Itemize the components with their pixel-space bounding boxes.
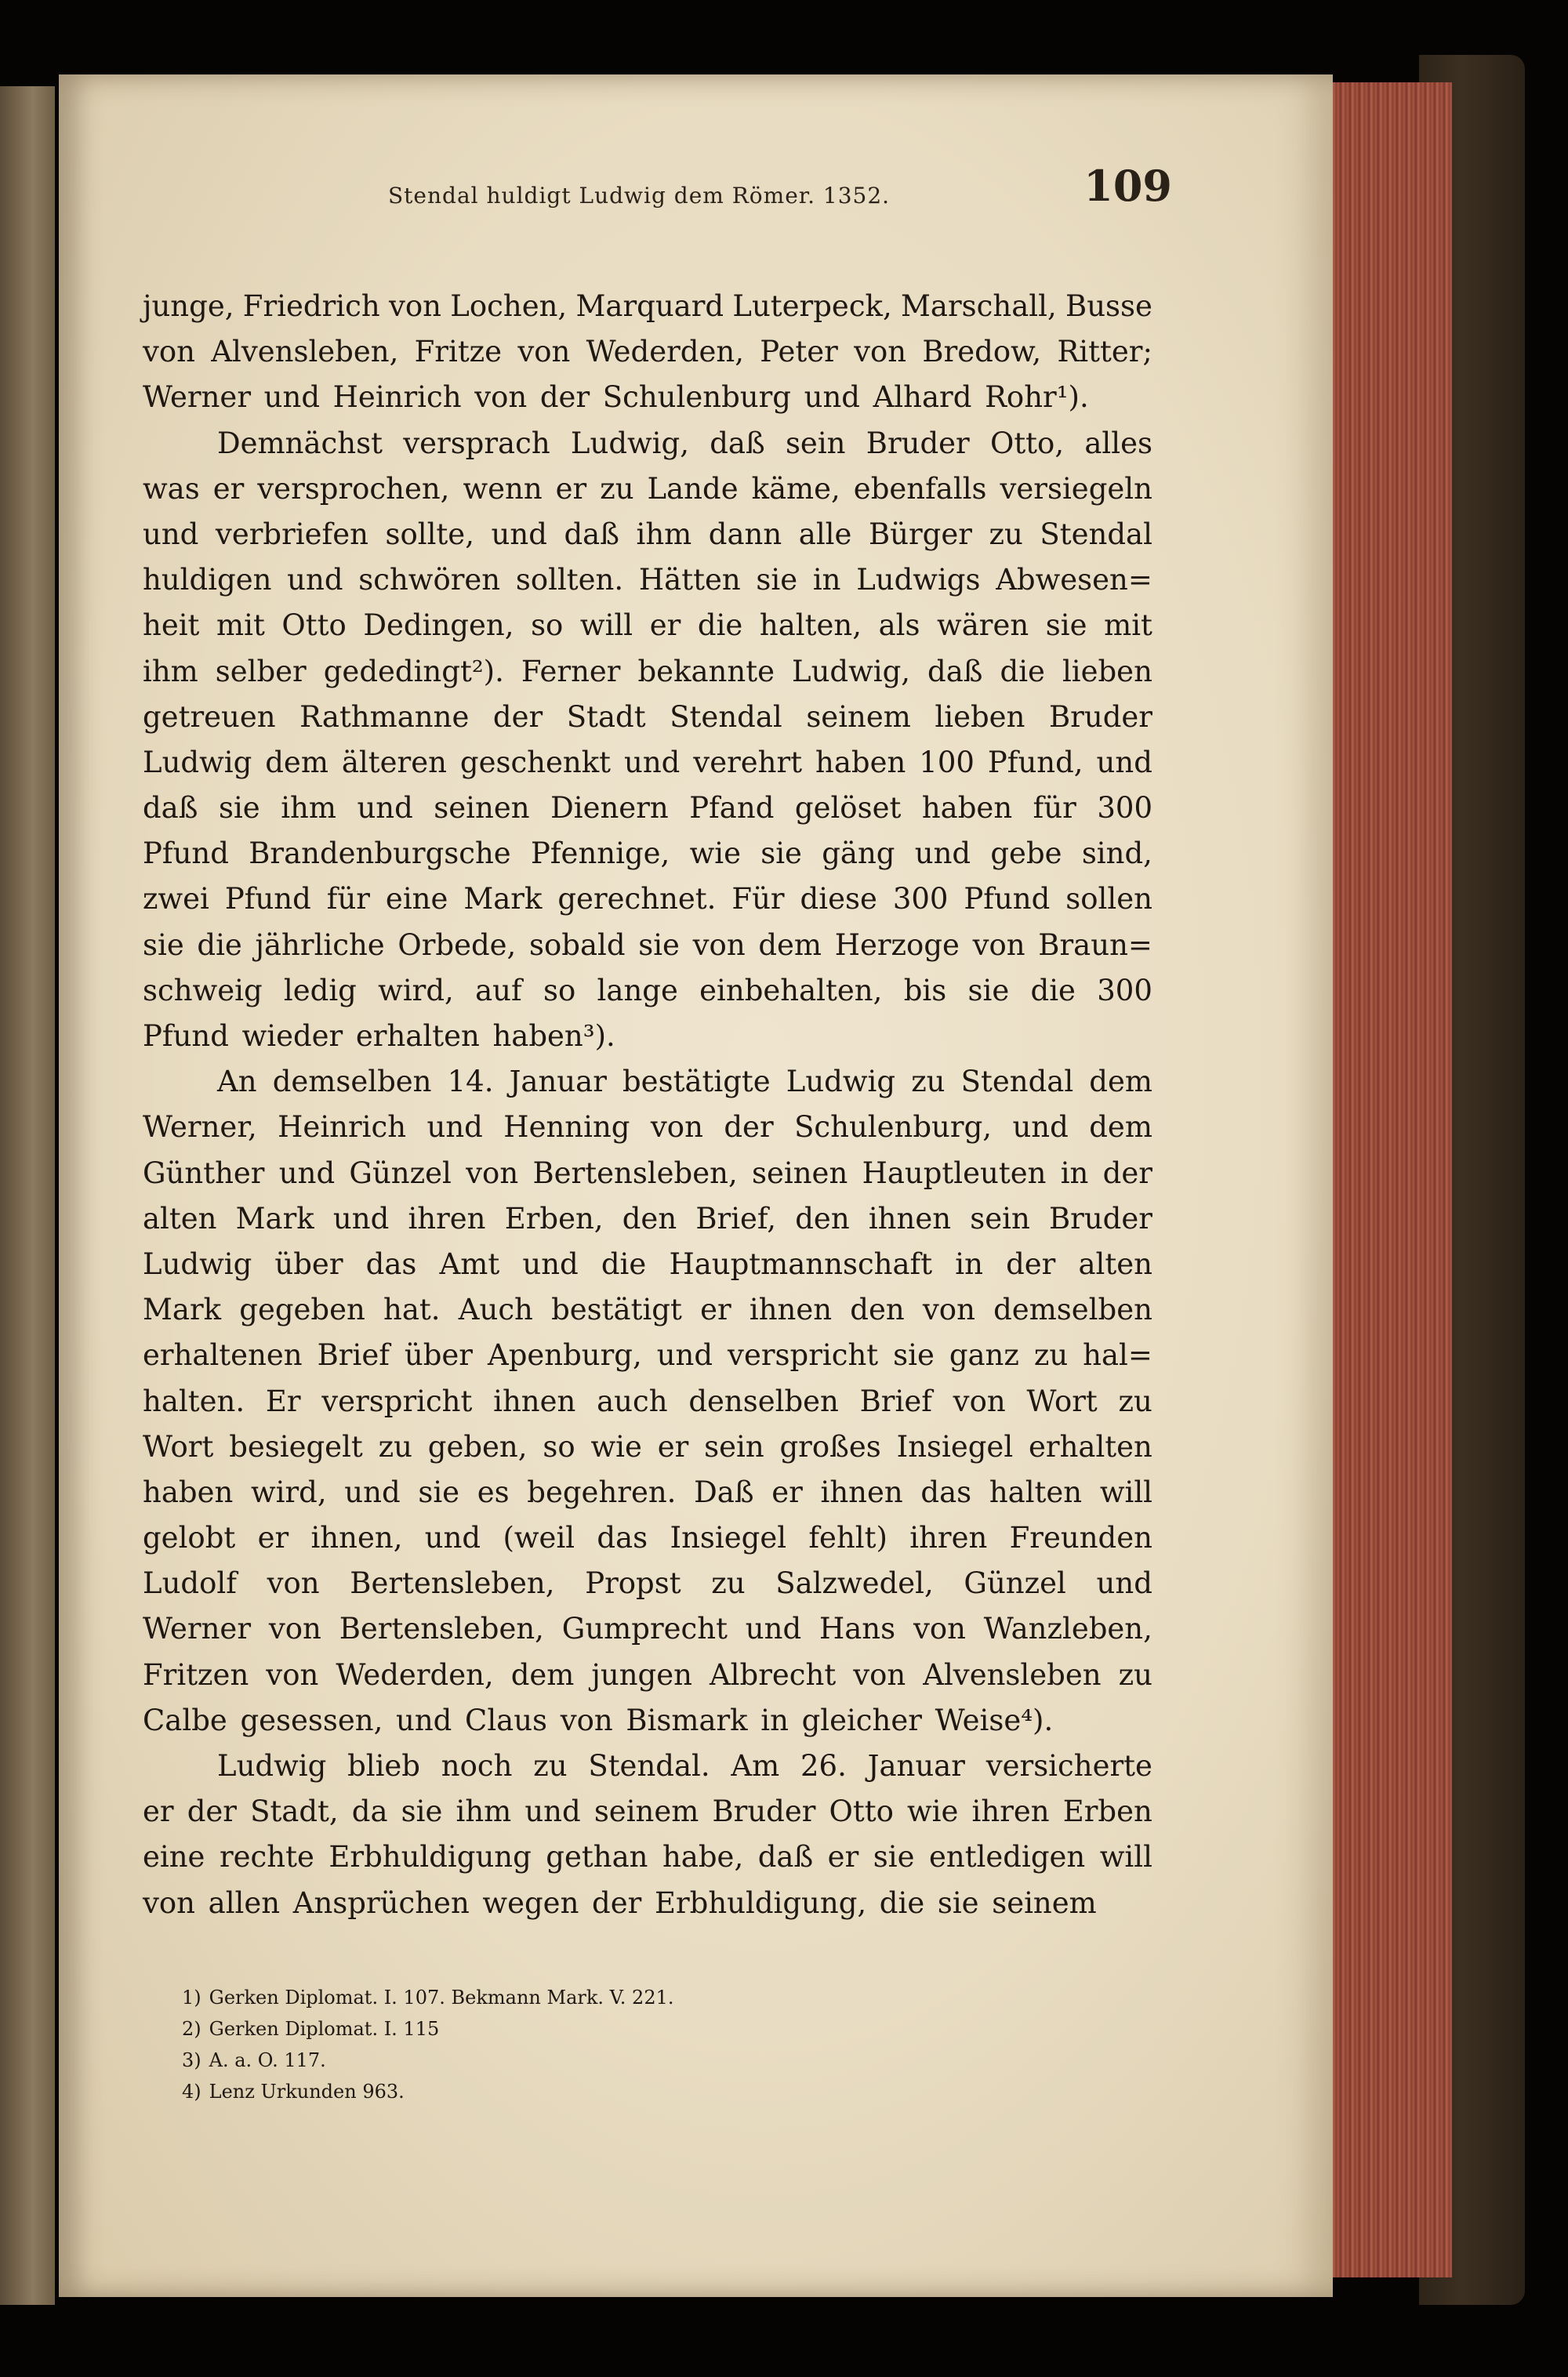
text-line: Werner, Heinrich und Henning von der Schulenburg, und dem [143, 1110, 1152, 1145]
text-line: Günther und Günzel von Bertensleben, seinen Hauptleuten in der [143, 1156, 1152, 1190]
footnote [182, 1982, 966, 2013]
text-line: Ludwig über das Amt und die Hauptmannschaft in der alten [143, 1247, 1152, 1281]
text-line: alten Mark und ihren Erben, den Brief, den ihnen sein Bruder [143, 1201, 1152, 1236]
text-line: ihm selber gededingt²). Ferner bekannte Ludwig, daß die lieben [143, 654, 1152, 688]
text-line: Fritzen von Wederden, dem jungen Albrecht von Alvensleben zu [143, 1657, 1152, 1692]
text-line: daß sie ihm und seinen Dienern Pfand gelöset haben für 300 [143, 791, 1152, 826]
footnote-text: A. a. O. 117. [209, 2049, 326, 2071]
text-line: huldigen und schwören sollten. Hätten sie in Ludwigs Abwesen= [143, 563, 1152, 597]
text-line: Demnächst versprach Ludwig, daß sein Bruder Otto, alles [217, 426, 1152, 460]
footnote [182, 2045, 966, 2076]
footnote-number: 3) [182, 2049, 201, 2071]
page-edges [1325, 82, 1452, 2277]
text-line: haben wird, und sie es begehren. Daß er ihnen das halten will [143, 1475, 1152, 1509]
text-line: er der Stadt, da sie ihm und seinem Bruder Otto wie ihren Erben [143, 1795, 1152, 1829]
text-line: junge, Friedrich von Lochen, Marquard Luterpeck, Marschall, Busse [143, 289, 1152, 323]
text-line: von allen Ansprüchen wegen der Erbhuldigung, die sie seinem [143, 1885, 1097, 1920]
text-line: getreuen Rathmanne der Stadt Stendal seinem lieben Bruder [143, 699, 1152, 734]
text-line: Ludolf von Bertensleben, Propst zu Salzwedel, Günzel und [143, 1566, 1152, 1601]
text-line: Mark gegeben hat. Auch bestätigt er ihnen den von demselben [143, 1293, 1152, 1327]
text-line: Pfund wieder erhalten haben³). [143, 1019, 615, 1053]
footnote-text: Gerken Diplomat. I. 115 [209, 2018, 440, 2040]
text-line: was er versprochen, wenn er zu Lande käme, ebenfalls versiegeln [143, 471, 1152, 506]
text-line: Pfund Brandenburgsche Pfennige, wie sie gäng und gebe sind, [143, 836, 1152, 871]
footnote-text: Lenz Urkunden 963. [209, 2081, 405, 2103]
text-line: erhaltenen Brief über Apenburg, und verspricht sie ganz zu hal= [143, 1338, 1152, 1373]
footnote [182, 2013, 966, 2045]
text-line: Werner und Heinrich von der Schulenburg und Alhard Rohr¹). [143, 380, 1089, 415]
text-line: An demselben 14. Januar bestätigte Ludwig zu Stendal dem [217, 1065, 1152, 1099]
text-line: sie die jährliche Orbede, sobald sie von dem Herzoge von Braun= [143, 927, 1152, 962]
text-line: halten. Er verspricht ihnen auch denselben Brief von Wort zu [143, 1384, 1152, 1418]
text-line: gelobt er ihnen, und (weil das Insiegel fehlt) ihren Freunden [143, 1521, 1152, 1555]
text-line: von Alvensleben, Fritze von Wederden, Peter von Bredow, Ritter; [143, 335, 1152, 369]
footnote-number: 2) [182, 2018, 201, 2040]
footnote [182, 2076, 966, 2107]
text-line: schweig ledig wird, auf so lange einbehalten, bis sie die 300 [143, 973, 1152, 1007]
text-line: eine rechte Erbhuldigung gethan habe, daß er sie entledigen will [143, 1840, 1152, 1874]
text-line: heit mit Otto Dedingen, so will er die halten, als wären sie mit [143, 608, 1152, 643]
footnotes [182, 1982, 966, 2107]
footnote-number: 4) [182, 2081, 201, 2103]
text-line: Calbe gesessen, und Claus von Bismark in gleicher Weise⁴). [143, 1703, 1054, 1737]
running-head [333, 161, 1172, 223]
text-line: Werner von Bertensleben, Gumprecht und Hans von Wanzleben, [143, 1612, 1152, 1646]
body-text [143, 284, 1152, 1926]
footnote-number: 1) [182, 1987, 201, 2009]
previous-page-edge [0, 86, 55, 2305]
page-number: 109 [1083, 161, 1172, 211]
text-line: Ludwig dem älteren geschenkt und verehrt haben 100 Pfund, und [143, 745, 1152, 779]
footnote-text: Gerken Diplomat. I. 107. Bekmann Mark. V. 221. [209, 1987, 674, 2009]
text-line: Ludwig blieb noch zu Stendal. Am 26. Januar versicherte [217, 1749, 1152, 1783]
running-head-title: Stendal huldigt Ludwig dem Römer. 1352. [388, 183, 891, 209]
text-line: Wort besiegelt zu geben, so wie er sein großes Insiegel erhalten [143, 1429, 1152, 1464]
text-line: zwei Pfund für eine Mark gerechnet. Für diese 300 Pfund sollen [143, 882, 1152, 916]
text-line: und verbriefen sollte, und daß ihm dann alle Bürger zu Stendal [143, 517, 1152, 551]
